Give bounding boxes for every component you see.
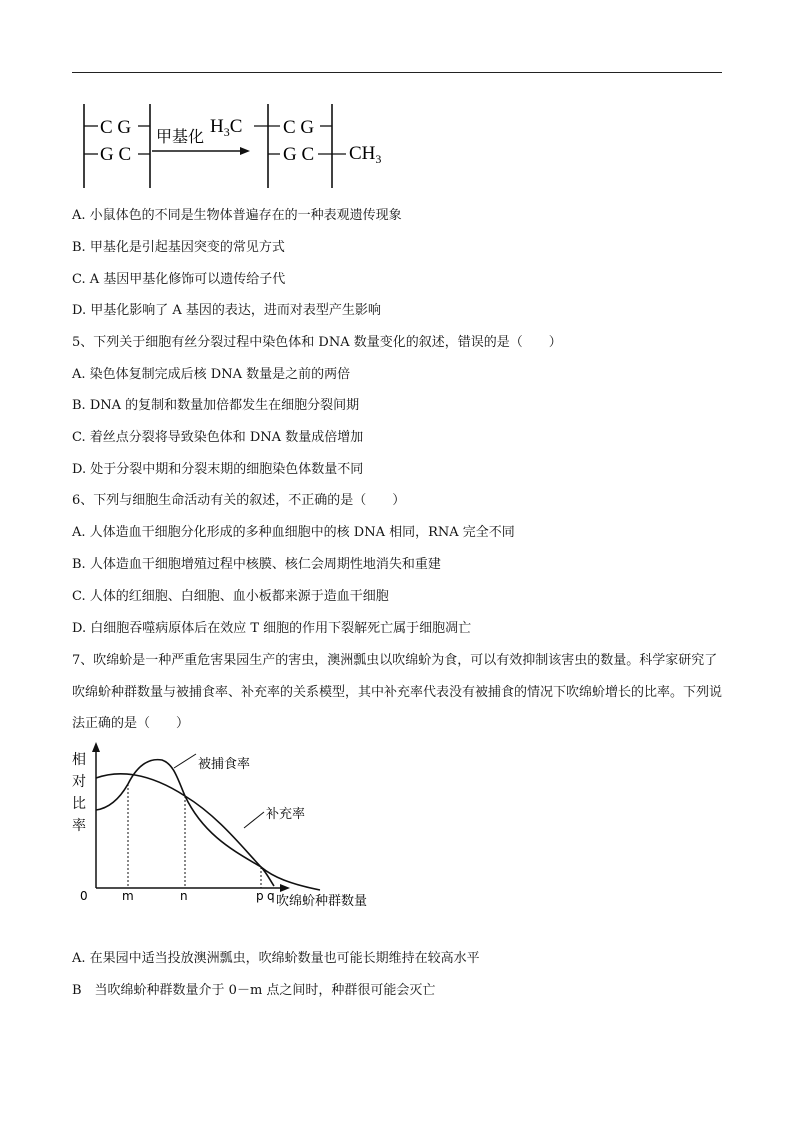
q5-option-a: A. 染色体复制完成后核 DNA 数量是之前的两倍 [72, 367, 351, 382]
q4-option-d: D. 甲基化影响了 A 基因的表达，进而对表型产生影响 [72, 303, 381, 318]
q5-option-d: D. 处于分裂中期和分裂末期的细胞染色体数量不同 [72, 462, 364, 477]
q5-stem: 5、下列关于细胞有丝分裂过程中染色体和 DNA 数量变化的叙述，错误的是（ ） [72, 335, 562, 350]
predation-graph-svg [58, 740, 398, 915]
arrow-head-icon [240, 147, 250, 155]
q6-option-d: D. 白细胞吞噬病原体后在效应 T 细胞的作用下裂解死亡属于细胞凋亡 [72, 621, 472, 636]
q4-option-a: A. 小鼠体色的不同是生物体普遍存在的一种表观遗传现象 [72, 208, 402, 223]
x-axis-label: 吹绵蚧种群数量 [276, 894, 368, 909]
y-label-char-3: 比 [72, 796, 86, 812]
right-base-bottom: G C [283, 144, 315, 165]
series-predation-rate [96, 760, 274, 886]
series-supplement-rate [96, 774, 320, 890]
x-tick-q: q [267, 889, 275, 903]
q7-stem: 7、吹绵蚧是一种严重危害果园生产的害虫，澳洲瓢虫以吹绵蚧为食，可以有效抑制该害虫的数量。科学家研究了吹绵蚧种群数量与被捕食率、补充率的关系模型，其中补充率代表没有被捕食的情况下吹绵蚧增长的比率。下列说法正确的是（ ） [72, 653, 723, 731]
q7-option-a: A. 在果园中适当投放澳洲瓢虫，吹绵蚧数量也可能长期维持在较高水平 [72, 951, 480, 966]
q6-option-a: A. 人体造血干细胞分化形成的多种血细胞中的核 DNA 相同，RNA 完全不同 [72, 525, 515, 540]
q6-stem: 6、下列与细胞生命活动有关的叙述，不正确的是（ ） [72, 493, 406, 508]
x-tick-p: p [256, 889, 264, 903]
y-label-char-1: 相 [72, 752, 86, 768]
label-predation-rate: 被捕食率 [198, 757, 251, 772]
right-base-top: C G [283, 117, 315, 138]
methylation-diagram [72, 96, 402, 194]
q7-option-b: B 当吹绵蚧种群数量介于 0－m 点之间时，种群很可能会灭亡 [72, 983, 436, 998]
y-axis-arrow-icon [92, 742, 100, 752]
x-axis-arrow-icon [280, 884, 290, 892]
y-label-char-2: 对 [72, 774, 86, 790]
y-label-char-4: 率 [72, 818, 86, 834]
q4-option-c: C. A 基因甲基化修饰可以遗传给子代 [72, 272, 286, 287]
q5-option-c: C. 着丝点分裂将导致染色体和 DNA 数量成倍增加 [72, 430, 364, 445]
header-rule [72, 72, 722, 73]
methyl-group-left: $H_3C$ [210, 116, 243, 139]
left-base-bottom: G C [100, 144, 132, 165]
x-tick-m: m [122, 889, 134, 903]
leader-predation [174, 754, 196, 768]
q4-option-b: B. 甲基化是引起基因突变的常见方式 [72, 240, 285, 255]
q5-option-b: B. DNA 的复制和数量加倍都发生在细胞分裂间期 [72, 398, 360, 413]
predation-graph [58, 740, 398, 919]
q6-option-b: B. 人体造血干细胞增殖过程中核膜、核仁会周期性地消失和重建 [72, 557, 441, 572]
methylation-arrow-label: 甲基化 [156, 127, 205, 146]
leader-supplement [244, 812, 264, 828]
x-tick-n: n [180, 889, 188, 903]
q6-option-c: C. 人体的红细胞、白细胞、血小板都来源于造血干细胞 [72, 589, 389, 604]
left-base-top: C G [100, 117, 132, 138]
methylation-diagram-svg [72, 96, 402, 190]
label-supplement-rate: 补充率 [266, 807, 306, 822]
origin-label: 0 [80, 889, 88, 903]
methyl-group-right: $CH_3$ [349, 143, 382, 166]
